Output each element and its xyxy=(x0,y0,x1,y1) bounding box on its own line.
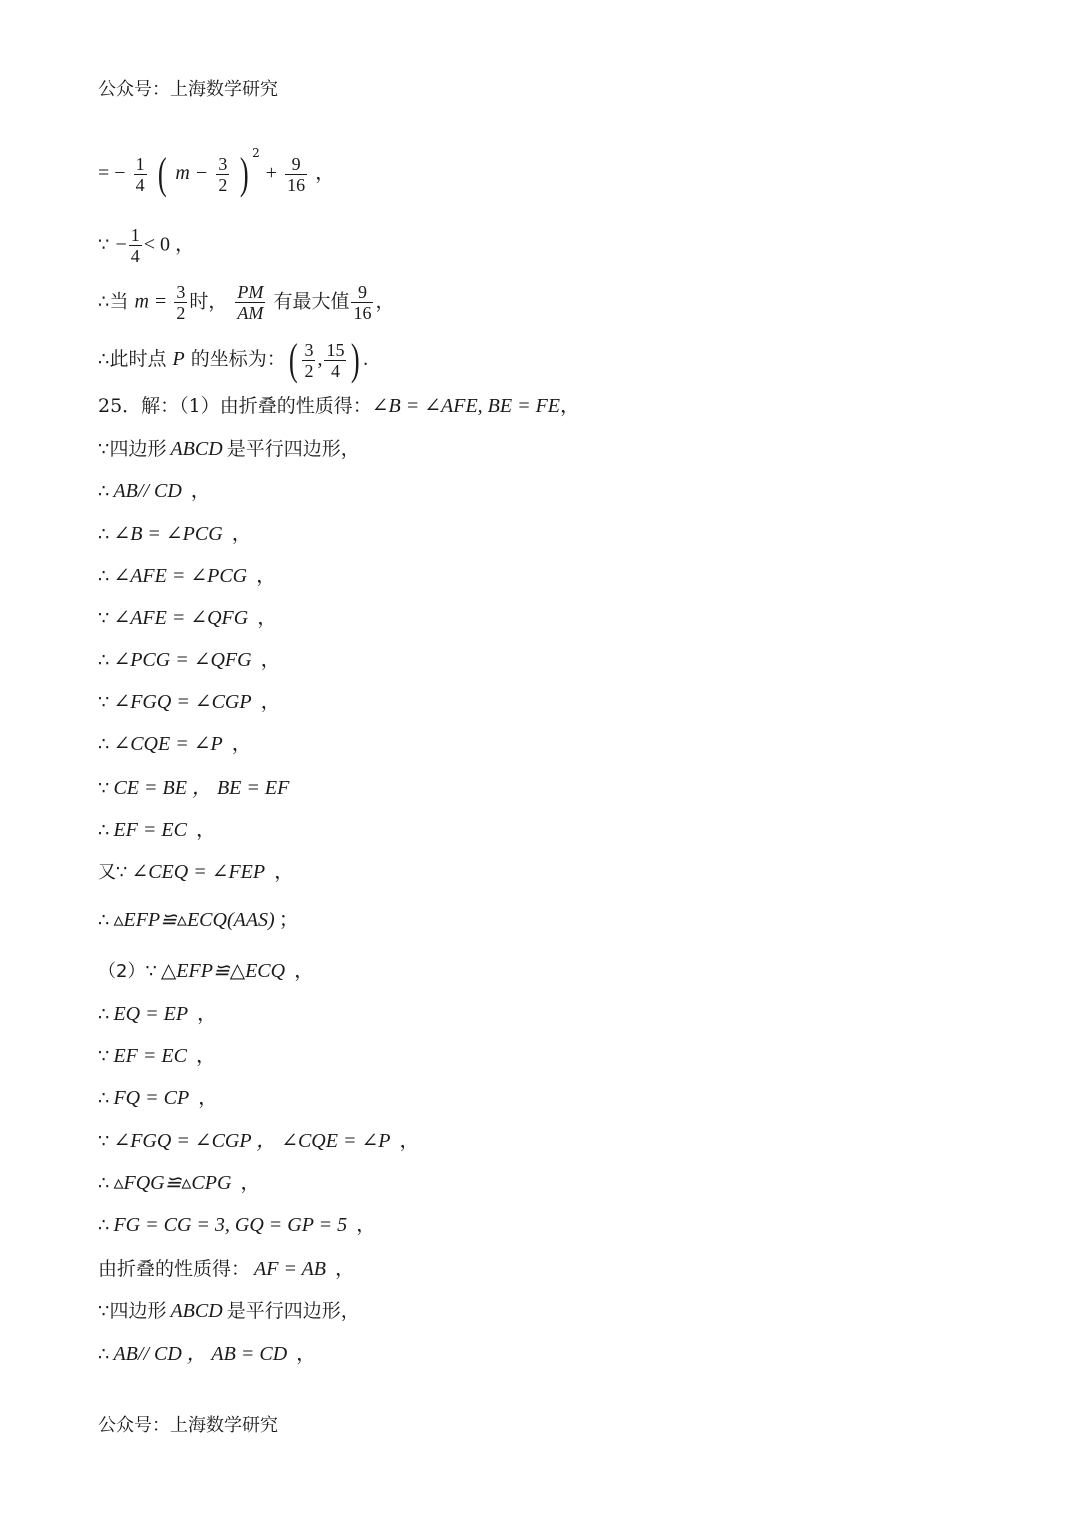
proof-sym: ∴ xyxy=(98,910,110,931)
proof-line xyxy=(98,523,252,546)
proof-tail: ， xyxy=(235,1172,261,1194)
proof-math: CE = BE ， BE = EF xyxy=(113,777,290,799)
fraction-pm-am: $\frac{PM}{AM}$ xyxy=(237,282,264,323)
proof-sym: ∴ xyxy=(98,1215,110,1236)
equals-minus: = − xyxy=(98,162,126,184)
m-minus: m − xyxy=(175,162,209,184)
proof-math: ∠B = ∠PCG xyxy=(113,523,223,545)
proof-sym: ∴ xyxy=(98,1004,110,1025)
proof-tail: ， xyxy=(291,1343,317,1365)
proof-sym: 又∵ xyxy=(98,862,128,883)
page-header: 公众号：上海数学研究 xyxy=(98,79,278,100)
page-footer: 公众号：上海数学研究 xyxy=(98,1415,278,1436)
proof-cn: 四边形 xyxy=(109,438,167,460)
proof-math: △EFP≌△ECQ xyxy=(160,960,286,982)
proof-line xyxy=(98,1087,218,1110)
proof-line xyxy=(98,438,360,461)
proof-line xyxy=(98,1172,260,1195)
proof-sym: ∵ xyxy=(98,1301,110,1322)
proof-line xyxy=(98,1258,355,1281)
proof-math: FQ = CP xyxy=(113,1087,190,1109)
fraction-nine-sixteenths: $\frac{9}{16}$ xyxy=(287,153,306,195)
proof-tail: ， xyxy=(252,607,278,629)
fraction-x: $\frac{3}{2}$ xyxy=(304,339,314,381)
proof-line xyxy=(98,909,299,932)
proof-math: EF = EC xyxy=(113,819,187,841)
solution-25-part1: 25．解：（1）由折叠的性质得：∠B = ∠AFE, BE = FE， xyxy=(98,395,581,417)
proof-tail: ， xyxy=(251,565,277,587)
proof-line xyxy=(98,1003,217,1026)
proof-tail: ， xyxy=(269,861,295,883)
proof-tail: ， xyxy=(255,691,281,713)
proof-math: EQ = EP xyxy=(113,1003,189,1025)
proof-sym: ∵ xyxy=(98,778,110,799)
proof-tail: ， xyxy=(289,960,315,982)
proof-line xyxy=(98,607,277,630)
proof-tail: ， xyxy=(192,1003,218,1025)
proof-math: ∠AFE = ∠PCG xyxy=(113,565,248,587)
fraction-three-halves: $\frac{3}{2}$ xyxy=(218,153,228,195)
fraction-three-halves: $\frac{3}{2}$ xyxy=(176,282,186,323)
proof-math: ▵EFP≌▵ECQ(AAS) xyxy=(113,909,275,931)
proof-math: ∠PCG = ∠QFG xyxy=(113,649,252,671)
proof-line xyxy=(98,733,252,756)
fraction-one-quarter: $\frac{1}{4}$ xyxy=(135,153,145,195)
proof-line xyxy=(98,1300,360,1323)
proof-tail: ， xyxy=(351,1214,377,1236)
proof-cn: 由折叠的性质得： xyxy=(98,1258,251,1280)
proof-line xyxy=(98,649,281,672)
fraction-y: $\frac{15}{4}$ xyxy=(326,339,345,381)
therefore-symbol: ∴ xyxy=(98,349,110,370)
equation-line-3: ∴当 m = $\frac{3}{2}$ 时， $\frac{PM}{AM}$ 有最大值 $\frac{9}{16}$ ， xyxy=(98,282,395,323)
proof-line xyxy=(98,960,314,983)
proof-line xyxy=(98,1214,376,1237)
proof-math: AF = AB xyxy=(254,1258,327,1280)
exponent: 2 xyxy=(252,146,260,160)
proof-cn2: 是平行四边形， xyxy=(226,1300,360,1322)
proof-sym: ∴ xyxy=(98,650,110,671)
proof-sym: （2）∵ xyxy=(98,961,157,982)
proof-math: FG = CG = 3, GQ = GP = 5 xyxy=(113,1214,348,1236)
proof-tail: ， xyxy=(255,649,281,671)
proof-sym: ∵ xyxy=(98,439,110,460)
proof-sym: ∵ xyxy=(98,1131,110,1152)
proof-sym: ∴ xyxy=(98,524,110,545)
proof-sym: ∴ xyxy=(98,1344,110,1365)
proof-math: AB// CD ， AB = CD xyxy=(113,1343,288,1365)
proof-sym: ∴ xyxy=(98,820,110,841)
proof-math: ∠AFE = ∠QFG xyxy=(113,607,249,629)
proof-sym: ∵ xyxy=(98,692,110,713)
proof-line xyxy=(98,861,294,884)
proof-sym: ∴ xyxy=(98,1088,110,1109)
proof-sym: ∵ xyxy=(98,1046,110,1067)
proof-tail: ， xyxy=(394,1130,420,1152)
proof-tail: ， xyxy=(226,523,252,545)
proof-math: EF = EC xyxy=(113,1045,187,1067)
proof-tail: ， xyxy=(193,1087,219,1109)
proof-tail: ， xyxy=(190,819,216,841)
proof-tail: ； xyxy=(278,909,299,931)
proof-line xyxy=(98,565,276,588)
proof-math: ABCD xyxy=(170,438,223,460)
proof-tail: ， xyxy=(190,1045,216,1067)
proof-line xyxy=(98,1130,419,1153)
proof-line xyxy=(98,819,216,842)
proof-math: ▵FQG≌▵CPG xyxy=(113,1172,232,1194)
proof-sym: ∴ xyxy=(98,481,110,502)
therefore-symbol: ∴ xyxy=(98,291,110,313)
equation-line-4: ∴此时点 P 的坐标为：( $\frac{3}{2}$ , $\frac{15}{4}$ ) . xyxy=(98,335,369,384)
proof-line xyxy=(98,480,211,503)
equation-line-2: ∵ − $\frac{1}{4}$ < 0 ， xyxy=(98,225,196,266)
proof-math: ABCD xyxy=(170,1300,223,1322)
proof-sym: ∴ xyxy=(98,734,110,755)
proof-cn2: 是平行四边形， xyxy=(226,438,360,460)
proof-line xyxy=(98,691,281,714)
proof-tail: ， xyxy=(185,480,211,502)
proof-math: ∠CEQ = ∠FEP xyxy=(131,861,266,883)
proof-math: ∠FGQ = ∠CGP ， ∠CQE = ∠P xyxy=(113,1130,391,1152)
proof-math: AB// CD xyxy=(113,480,182,502)
proof-math: ∠FGQ = ∠CGP xyxy=(113,691,252,713)
proof-math: ∠CQE = ∠P xyxy=(113,733,223,755)
proof-tail: ， xyxy=(226,733,252,755)
proof-sym: ∵ xyxy=(98,608,110,629)
proof-tail: ， xyxy=(330,1258,356,1280)
proof-sym: ∴ xyxy=(98,566,110,587)
proof-sym: ∴ xyxy=(98,1173,110,1194)
fraction-nine-sixteenths: $\frac{9}{16}$ xyxy=(353,282,372,323)
equation-line-1: = − $\frac{1}{4}$ ( m − $\frac{3}{2}$ ) $^2$ + $\frac{9}{16}$ ， xyxy=(98,146,336,198)
proof-cn: 四边形 xyxy=(109,1300,167,1322)
proof-line xyxy=(98,1045,216,1068)
proof-line xyxy=(98,1343,316,1366)
fraction-one-quarter: $\frac{1}{4}$ xyxy=(130,225,140,266)
proof-line xyxy=(98,777,293,800)
because-symbol: ∵ xyxy=(98,234,110,256)
